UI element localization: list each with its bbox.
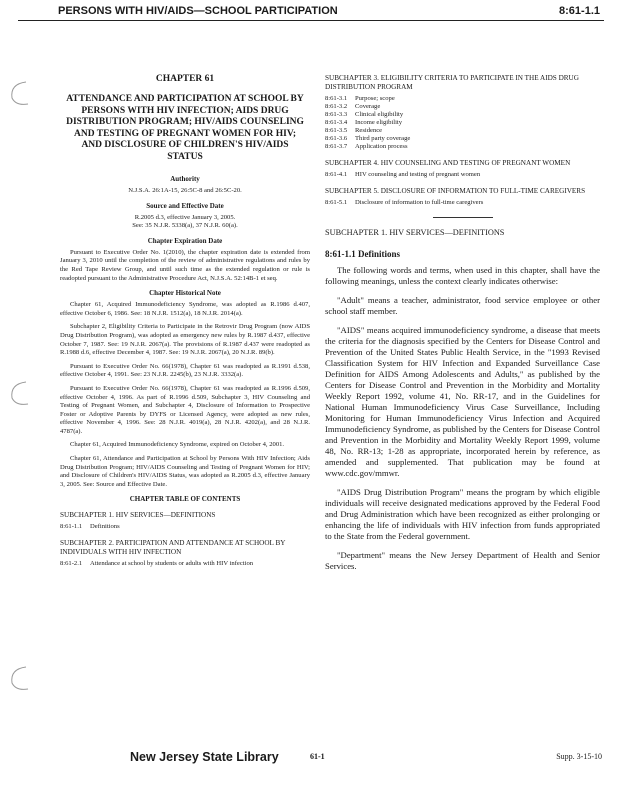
expiration-text: Pursuant to Executive Order No. 1(2010), the chapter expiration date is extended from January 3, 2010 until the completion of the review of administrative regulations and rules by the Red Tape Review Group, and until such time as the extended regulation or rule is readopted pursuant to the Administrative Procedure Act, N.J.S.A. 52:14B-1 et seq. — [60, 248, 310, 282]
body-paragraph: "AIDS" means acquired immunodeficiency syndrome, a disease that meets the criteria for the diagnosis specified by the Centers for Disease Control and Prevention of the United States Public Health Service, in the "1993 Revised Classification System for HIV Infection and Expanded Surveillance Case Definition for AIDS Among Adolescents and Adults," as published by the Centers for Disease Control and Prevention in the Morbidity and Mortality Weekly Report 1992, volume 41, No. RR-17, and in the Guidelines for National Human Immunodeficiency Virus Case Surveillance, Including Monitoring for Human Immunodeficiency Virus Infection and Acquired Immunodeficiency Syndrome, as published by the Centers for Disease Control and Prevention in the Morbidity and Mortality Weekly Report 1999, volume 48, No. RR-13; 1-28 as appropriate, incorporated herein by reference, as amended and supplemented. That publication may be found at www.cdc.gov/mmwr. — [325, 325, 600, 478]
header-section: 8:61-1.1 — [559, 5, 600, 17]
toc-entry-number: 8:61-2.1 — [60, 560, 83, 568]
history-note: Pursuant to Executive Order No. 66(1978), Chapter 61 was readopted as R.1996 d.509, effective October 4, 1996. As part of R.1996 d.509, Subchapter 3, HIV Counseling and Testing of Pregnant Women, and Subchapter 4, Disclosure of Information to Prospective Foster or Adoptive Parents by DYFS or Licensed Agency, were adopted as new rules, effective November 4, 1996. See: 28 N.J.R. 4019(a), 28 N.J.R. 4202(a), and 28 N.J.R. 4787(a). — [60, 384, 310, 435]
toc-subchapter-1: SUBCHAPTER 1. HIV SERVICES—DEFINITIONS — [60, 511, 216, 520]
toc-entry[interactable] — [325, 171, 600, 179]
toc-subchapter-3: SUBCHAPTER 3. ELIGIBILITY CRITERIA TO PARTICIPATE IN THE AIDS DRUG DISTRIBUTION PROGRAM — [325, 74, 579, 91]
header-title: PERSONS WITH HIV/AIDS—SCHOOL PARTICIPATION — [58, 5, 338, 17]
toc-entry-number: 8:61-3.6 — [325, 135, 348, 142]
toc-entry-label: Application process — [355, 143, 408, 150]
toc-entry-number: 8:61-1.1 — [60, 523, 83, 531]
left-column — [60, 74, 310, 568]
toc-entry[interactable] — [325, 111, 600, 119]
toc-entry-number: 8:61-3.5 — [325, 127, 348, 134]
toc-entry-number: 8:61-3.7 — [325, 143, 348, 150]
toc-entry-label: Third party coverage — [355, 135, 411, 142]
toc-entry[interactable] — [60, 560, 310, 568]
toc-entry-number: 8:61-4.1 — [325, 171, 348, 178]
toc-entry-number: 8:61-3.3 — [325, 111, 348, 118]
toc-entry-label: Purpose; scope — [355, 95, 395, 102]
library-watermark: New Jersey State Library — [130, 750, 279, 764]
history-note: Chapter 61, Acquired Immunodeficiency Syndrome, was adopted as R.1986 d.407, effective October 6, 1986. See: 18 N.J.R. 1512(a), 18 N.J.R. 2014(a). — [60, 301, 310, 317]
punch-hole-mark — [6, 665, 32, 695]
toc-entry[interactable] — [325, 199, 600, 207]
source-text — [60, 214, 310, 231]
toc-entry-label: Definitions — [90, 523, 120, 531]
toc-entry-number: 8:61-5.1 — [325, 199, 348, 206]
history-note: Pursuant to Executive Order No. 66(1978), Chapter 61 was readopted as R.1991 d.538, effective October 4, 1991. See: 23 N.J.R. 2245(b), 23 N.J.R. 3332(a). — [60, 362, 310, 379]
toc-entry-label: Attendance at school by students or adults with HIV infection — [90, 560, 254, 568]
toc-entry-label: HIV counseling and testing of pregnant women — [355, 171, 481, 178]
toc-subchapter-4: SUBCHAPTER 4. HIV COUNSELING AND TESTING OF PREGNANT WOMEN — [325, 159, 571, 167]
toc-entry-label: Clinical eligibility — [355, 111, 404, 118]
toc-entry-number: 8:61-3.4 — [325, 119, 348, 126]
toc-entry[interactable] — [325, 119, 600, 127]
body-paragraph: "Adult" means a teacher, administrator, food service employee or other school staff member. — [325, 295, 600, 316]
toc-entry-label: Income eligibility — [355, 119, 403, 126]
history-heading: Chapter Historical Note — [149, 289, 221, 298]
source-line: R.2005 d.3, effective January 3, 2005. — [134, 213, 236, 221]
toc-subchapter-2: SUBCHAPTER 2. PARTICIPATION AND ATTENDANCE AT SCHOOL BY INDIVIDUALS WITH HIV INFECTION — [60, 539, 286, 557]
toc-entry-number: 8:61-3.1 — [325, 95, 348, 102]
punch-hole-mark — [6, 380, 32, 410]
right-column — [325, 74, 600, 580]
body-subchapter-title: SUBCHAPTER 1. HIV SERVICES—DEFINITIONS — [325, 228, 505, 237]
chapter-number: CHAPTER 61 — [155, 74, 215, 84]
authority-text: N.J.S.A. 26:1A-15, 26:5C-8 and 26:5C-20. — [128, 187, 242, 194]
toc-entry[interactable] — [325, 143, 600, 151]
toc-entry-label: Coverage — [355, 103, 381, 110]
toc-subchapter-5: SUBCHAPTER 5. DISCLOSURE OF INFORMATION TO FULL-TIME CAREGIVERS — [325, 187, 586, 195]
page-number: 61-1 — [310, 752, 325, 761]
toc-entry[interactable] — [325, 103, 600, 111]
toc-entry-label: Residence — [355, 127, 383, 134]
body-paragraph: "AIDS Drug Distribution Program" means the program by which eligible individuals will receive designated medications approved by the Federal Food and Drug Administration which have been recognized as either prolonging or enhancing the life of individuals with HIV infection from funds appropriated to the State from the Federal government. — [325, 487, 600, 541]
punch-hole-mark — [6, 80, 32, 110]
toc-entry-label: Disclosure of information to full-time caregivers — [355, 199, 484, 206]
toc-entry[interactable] — [325, 127, 600, 135]
chapter-title: ATTENDANCE AND PARTICIPATION AT SCHOOL BY PERSONS WITH HIV INFECTION; AIDS DRUG DISTRIBUTION PROGRAM; HIV/AIDS COUNSELING AND TESTING OF PREGNANT WOMEN FOR HIV; AND DISCLOSURE OF CHILDREN'S HIV/AIDS STATUS — [66, 94, 304, 162]
expiration-heading: Chapter Expiration Date — [147, 236, 223, 245]
toc-entry[interactable] — [325, 95, 600, 103]
authority-heading: Authority — [170, 175, 200, 183]
toc-entry-number: 8:61-3.2 — [325, 103, 348, 110]
toc-entry[interactable] — [325, 135, 600, 143]
running-header — [18, 2, 604, 21]
body-paragraph: "Department" means the New Jersey Department of Health and Senior Services. — [325, 550, 600, 571]
toc-heading: CHAPTER TABLE OF CONTENTS — [129, 495, 241, 504]
history-notes — [60, 301, 310, 489]
body-paragraph: The following words and terms, when used in this chapter, shall have the following meanings, unless the context clearly indicates otherwise: — [325, 265, 600, 286]
supplement-date: Supp. 3-15-10 — [556, 752, 602, 761]
source-heading: Source and Effective Date — [146, 201, 224, 210]
section-title: 8:61-1.1 Definitions — [325, 249, 400, 259]
divider — [433, 217, 493, 218]
history-note: Chapter 61, Attendance and Participation at School by Persons With HIV Infection; Aids Drug Distribution Program; HIV/AIDS Counseling and Testing of Pregnant Women for HIV; and Disclosure of Children's HIV/AIDS Status, was adopted as R.2005 d.3, effective January 3, 2005. See: Source and Effective Date. — [60, 455, 310, 488]
history-note: Chapter 61, Acquired Immunodeficiency Syndrome, expired on October 4, 2001. — [70, 441, 285, 449]
source-line: See: 35 N.J.R. 5338(a), 37 N.J.R. 60(a). — [132, 222, 238, 230]
toc-entry[interactable] — [60, 523, 310, 531]
history-note: Subchapter 2, Eligibility Criteria to Participate in the Retrovir Drug Program (now AIDS Drug Distribution Program), was adopted as emergency new rules by R.1987 d.437, effective October 7, 1987. See: 19 N.J.R. 2067(a). The provisions of R.1987 d.437 were readopted as R.1988 d.6, effective December 4, 1987. See: 19 N.J.R. 2067(a), 20 N.J.R. 89(b). — [60, 323, 310, 357]
